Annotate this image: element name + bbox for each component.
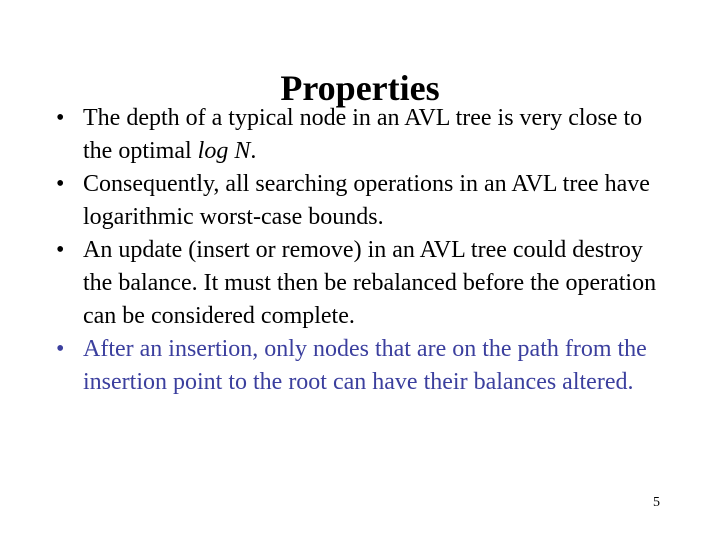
bullet-text-part: The depth of a typical node in an AVL tree is very close to the optimal bbox=[83, 105, 643, 164]
bullet-item bbox=[56, 102, 676, 168]
bullet-icon: • bbox=[56, 336, 65, 362]
bullet-item bbox=[56, 234, 676, 333]
math-term: log N bbox=[197, 138, 251, 164]
slide-title: Properties bbox=[280, 68, 440, 109]
bullet-item-highlighted bbox=[56, 333, 676, 399]
bullet-list bbox=[56, 102, 676, 399]
bullet-text: An update (insert or remove) in an AVL tree could destroy the balance. It must then be rebalanced before the operation can be considered complete. bbox=[83, 237, 657, 329]
bullet-item bbox=[56, 168, 676, 234]
bullet-icon: • bbox=[56, 105, 65, 131]
bullet-icon: • bbox=[56, 237, 65, 263]
bullet-text: After an insertion, only nodes that are on the path from the insertion point to the root can have their balances altered. bbox=[83, 336, 647, 395]
bullet-text-part: . bbox=[250, 138, 257, 164]
bullet-icon: • bbox=[56, 171, 65, 197]
bullet-text bbox=[83, 105, 642, 164]
bullet-text: Consequently, all searching operations in an AVL tree have logarithmic worst-case bounds. bbox=[83, 171, 650, 230]
page-number: 5 bbox=[653, 495, 660, 510]
